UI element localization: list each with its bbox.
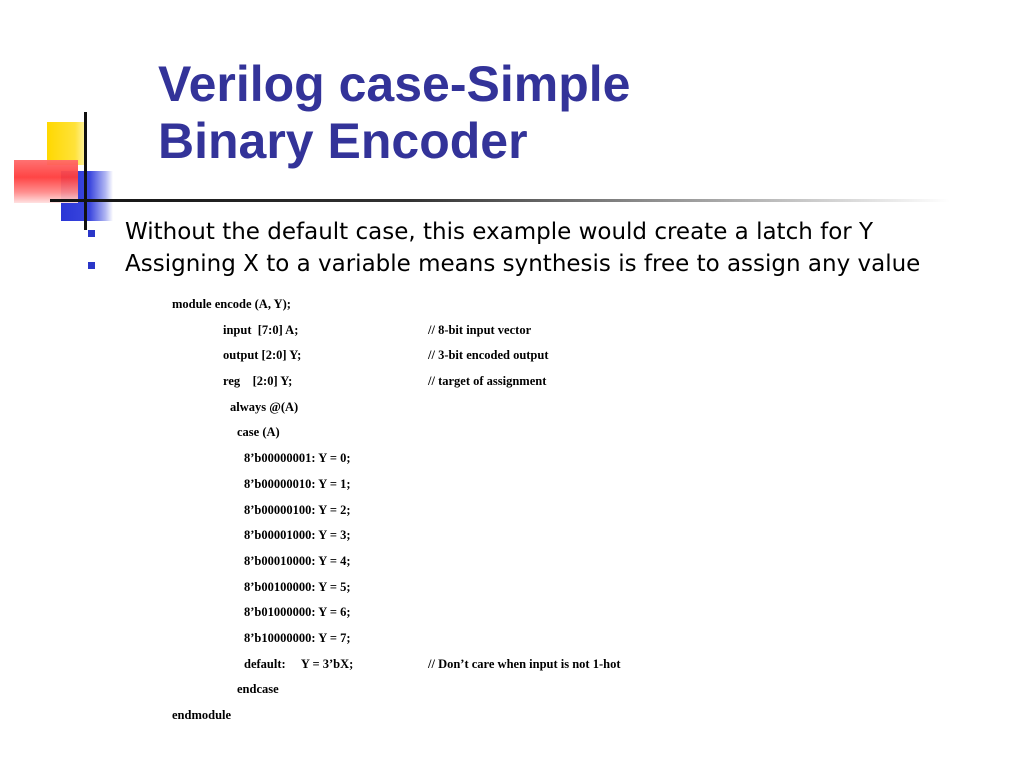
code-text: 8’b00000010: Y = 1; (244, 476, 351, 491)
code-text: 8’b00100000: Y = 5; (244, 579, 351, 594)
square-bullet-icon (88, 230, 95, 237)
code-text: 8’b00000001: Y = 0; (244, 451, 351, 466)
code-text: input [7:0] A; (223, 322, 299, 337)
slide-title (158, 56, 630, 170)
code-line (172, 630, 351, 657)
red-square (14, 160, 78, 203)
vertical-rule (84, 112, 87, 230)
code-line (172, 399, 299, 426)
code-line (172, 476, 351, 503)
bullet-text: Assigning X to a variable means synthesis is free to assign any value (125, 251, 921, 277)
square-bullet-icon (88, 262, 95, 269)
code-text: 8’b01000000: Y = 6; (244, 605, 351, 620)
code-line (172, 682, 279, 708)
code-comment: // Don’t care when input is not 1-hot (428, 656, 621, 671)
code-line (172, 553, 351, 580)
title-underline-rule (50, 199, 950, 202)
title-line-1: Verilog case-Simple (158, 56, 631, 112)
code-text: 8’b00001000: Y = 3; (244, 528, 351, 543)
code-line (172, 708, 232, 734)
code-line (172, 322, 532, 349)
code-text: endcase (237, 682, 279, 697)
code-line (172, 502, 351, 529)
bullet-item (86, 248, 920, 280)
code-line (172, 528, 351, 554)
code-text: case (A) (237, 425, 280, 440)
code-line (172, 297, 291, 323)
bullet-text: Without the default case, this example would create a latch for Y (125, 219, 874, 245)
code-block (172, 297, 621, 734)
code-text: endmodule (172, 708, 232, 722)
decorative-logo (0, 0, 160, 240)
title-line-2: Binary Encoder (158, 113, 528, 169)
bullet-item (86, 216, 920, 248)
code-comment: // 8-bit input vector (428, 322, 532, 337)
code-comment: // 3-bit encoded output (428, 348, 549, 363)
code-comment: // target of assignment (428, 374, 547, 389)
code-line (172, 579, 351, 606)
code-text: reg [2:0] Y; (223, 374, 293, 389)
code-line (172, 374, 547, 400)
code-line (172, 425, 280, 451)
code-text: output [2:0] Y; (223, 348, 302, 363)
code-text: 8’b10000000: Y = 7; (244, 630, 351, 645)
code-text: always @(A) (230, 399, 299, 414)
code-text: 8’b00000100: Y = 2; (244, 502, 351, 517)
code-line (172, 348, 549, 374)
code-line (172, 656, 621, 683)
code-line (172, 605, 351, 631)
yellow-square (47, 122, 87, 165)
code-line (172, 451, 351, 477)
code-text: module encode (A, Y); (172, 297, 291, 311)
code-text: 8’b00010000: Y = 4; (244, 553, 351, 568)
code-text: default: Y = 3’bX; (244, 656, 354, 671)
bullet-list (86, 216, 920, 280)
